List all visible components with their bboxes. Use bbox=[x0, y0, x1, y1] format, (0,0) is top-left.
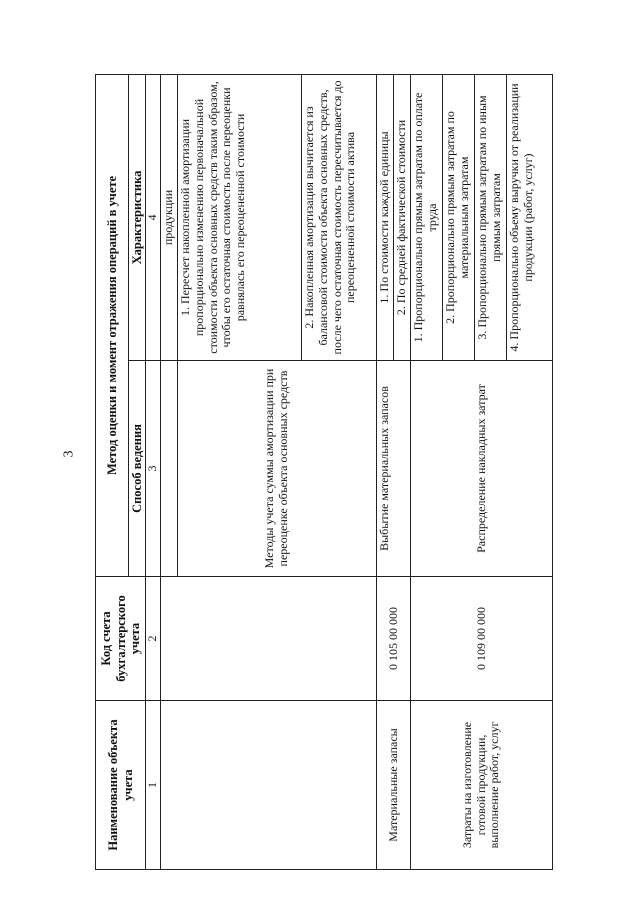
costs-option-4: 4. Пропорционально объему выручки от реализации продукции (работ, услуг) bbox=[506, 74, 552, 360]
costs-code: 0 109 00 000 bbox=[410, 577, 552, 701]
materials-code: 0 105 00 000 bbox=[376, 577, 410, 701]
materials-option-2: 2. По средней фактической стоимости bbox=[393, 74, 410, 360]
header-method-group: Метод оценки и момент отражения операций в учете bbox=[96, 74, 129, 576]
table-row bbox=[161, 74, 178, 869]
materials-option-1: 1. По стоимости каждой единицы bbox=[376, 74, 393, 360]
amortization-method: Методы учета суммы амортизации при переоценке объекта основных средств bbox=[177, 361, 376, 577]
table-row bbox=[376, 74, 393, 869]
materials-name: Материальные запасы bbox=[376, 701, 410, 870]
empty-code-cell bbox=[161, 577, 377, 701]
table-row bbox=[410, 74, 442, 869]
header-account-code: Код счета бухгалтерского учета bbox=[96, 577, 146, 701]
amortization-option-2: 2. Накопленная амортизация вычитается из балансовой стоимости объекта основных средств, после чего остаточная стоимость пересчитывается до переоцененной стоимости актива bbox=[301, 74, 376, 360]
empty-name-cell bbox=[161, 701, 377, 870]
table-area bbox=[95, 75, 590, 870]
costs-option-2: 2. Пропорционально прямым затратам по материальным затратам bbox=[442, 74, 474, 360]
header-characteristic: Характеристика bbox=[129, 74, 146, 360]
header-procedure: Способ ведения bbox=[129, 361, 146, 577]
costs-name: Затраты на изготовление готовой продукции, выполнение работ, услуг bbox=[410, 701, 552, 870]
costs-method: Распределение накладных затрат bbox=[410, 361, 552, 577]
column-number: 4 bbox=[146, 74, 161, 360]
column-number: 2 bbox=[146, 577, 161, 701]
accounting-policy-table bbox=[95, 74, 553, 870]
rotated-table-wrapper bbox=[95, 75, 590, 870]
column-number-row bbox=[146, 74, 161, 869]
amortization-option-1: 1. Пересчет накопленной амортизации пропорционально изменению первоначальной стоимости объекта основных средств таким образом, чтобы его остаточная стоимость после переоценки равнялась его переоцененной стоимости bbox=[177, 74, 301, 360]
page-number: 3 bbox=[61, 450, 77, 458]
costs-option-3: 3. Пропорционально прямым затратам по иным прямым затратам bbox=[474, 74, 506, 360]
continuation-text: продукции bbox=[161, 74, 178, 360]
empty-procedure-cell bbox=[161, 361, 178, 577]
column-number: 3 bbox=[146, 361, 161, 577]
header-row-1 bbox=[96, 74, 129, 869]
costs-option-1: 1. Пропорционально прямым затратам по оплате труда bbox=[410, 74, 442, 360]
column-number: 1 bbox=[146, 701, 161, 870]
header-object-name: Наименование объекта учета bbox=[96, 701, 146, 870]
materials-method: Выбытие материальных запасов bbox=[376, 361, 410, 577]
